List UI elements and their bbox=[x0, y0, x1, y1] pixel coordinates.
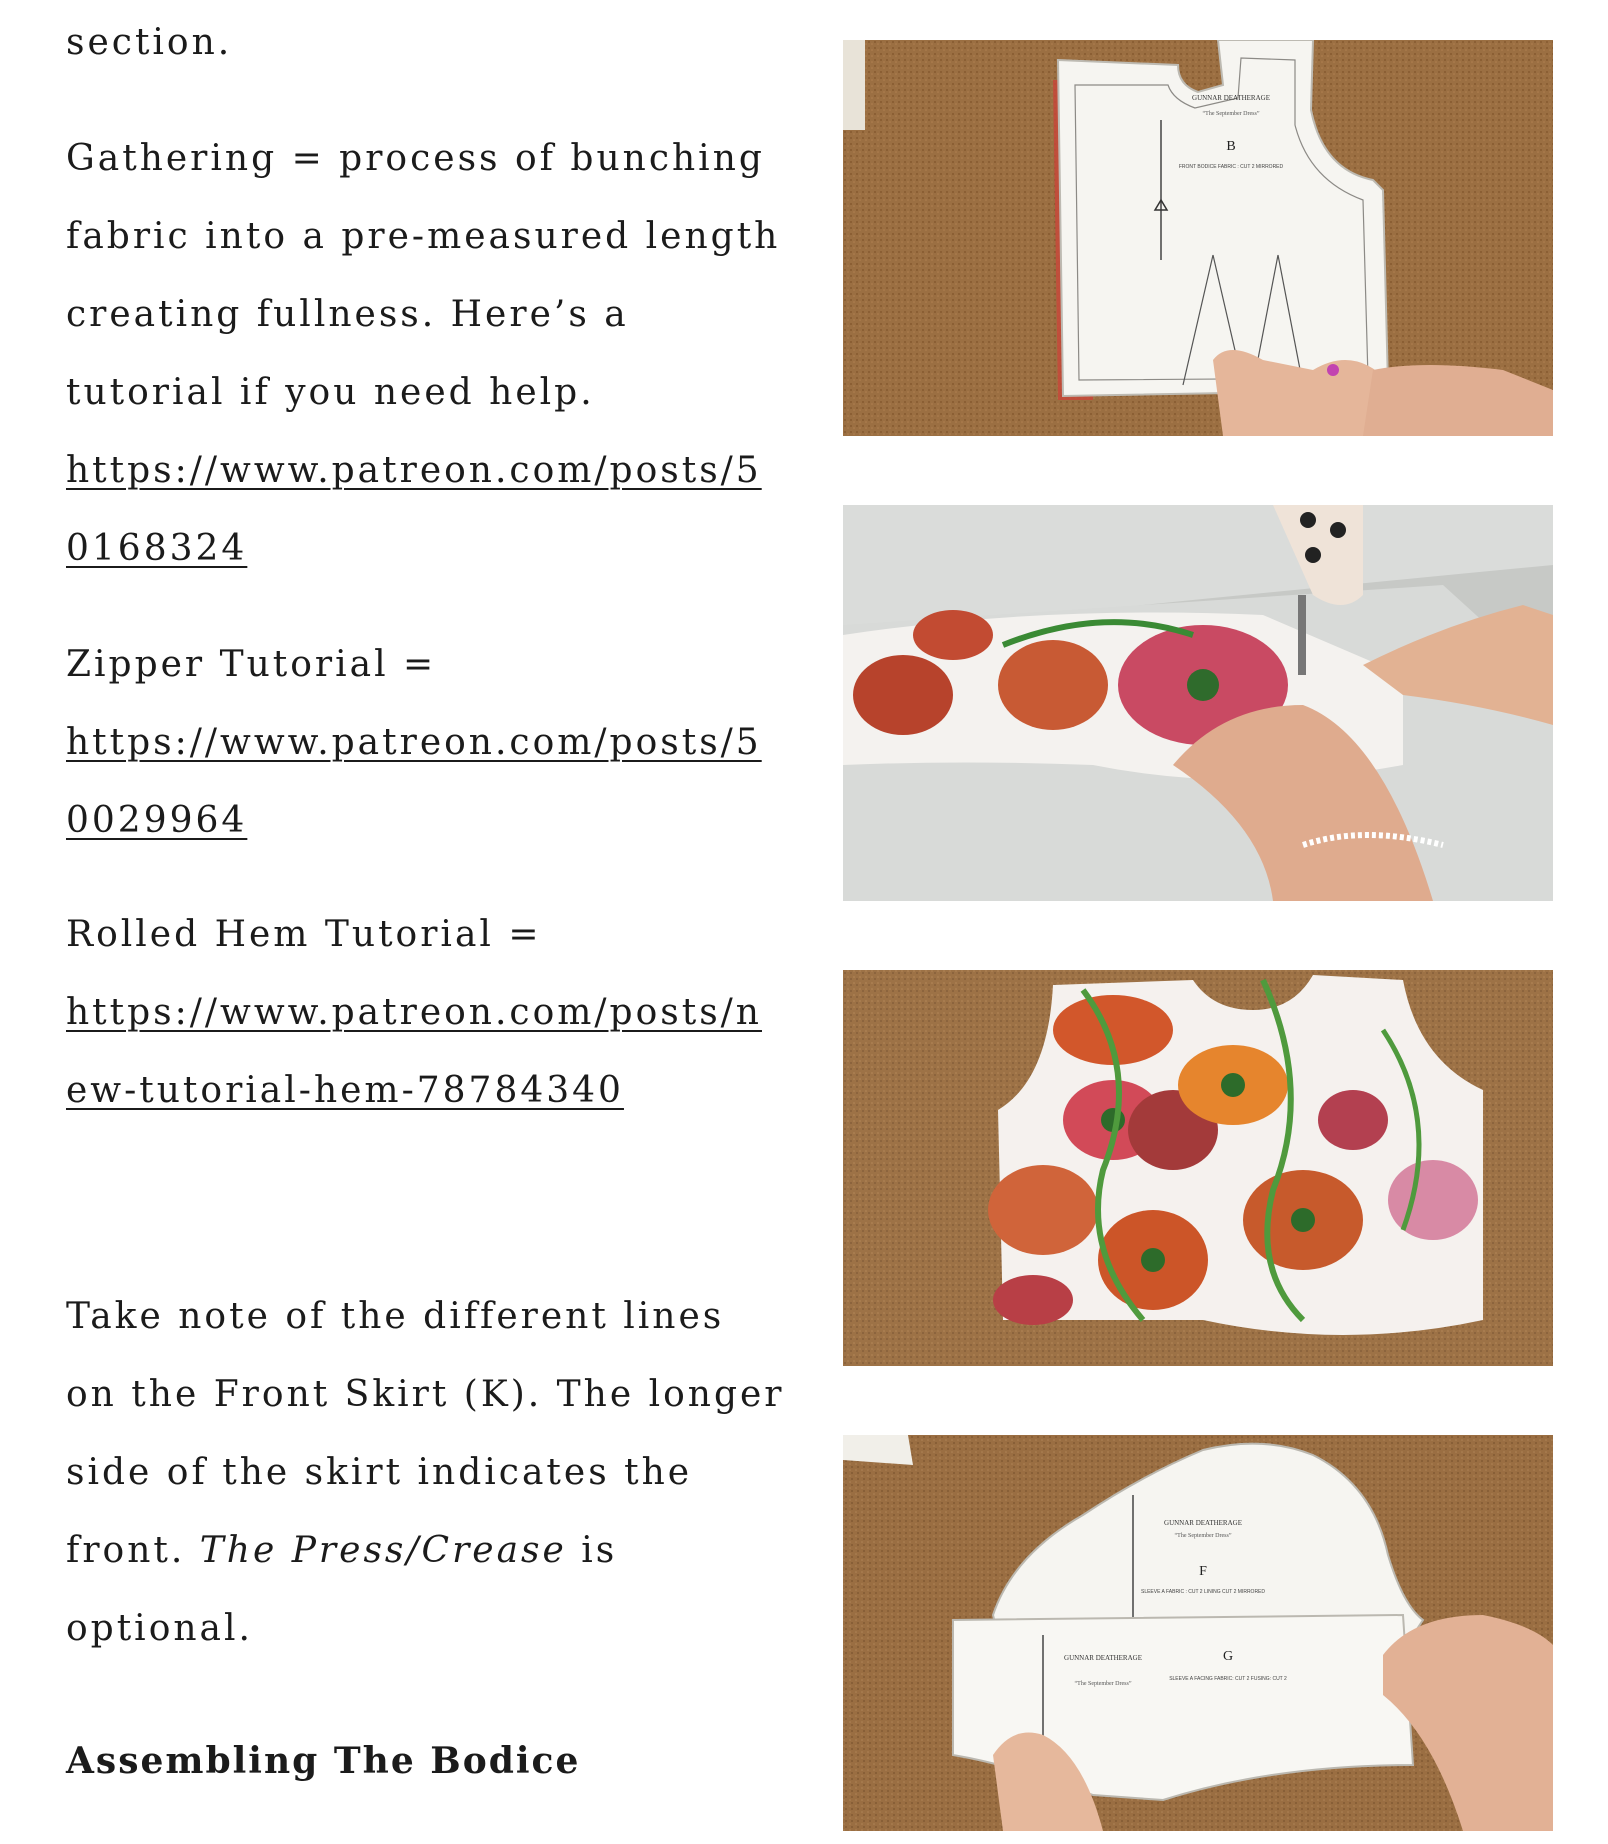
section-tail: section. bbox=[66, 22, 233, 63]
zipper-label: Zipper Tutorial = bbox=[66, 644, 437, 685]
sewing-illustration bbox=[843, 505, 1553, 901]
photo-sewing-fabric bbox=[843, 505, 1553, 901]
pattern-fg-illustration bbox=[843, 1435, 1553, 1831]
press-crease-italic: The Press/Crease bbox=[199, 1530, 567, 1571]
rolled-hem-paragraph bbox=[66, 896, 786, 1130]
photo-pattern-front-bodice bbox=[843, 40, 1553, 436]
pattern-brand-f: GUNNAR DEATHERAGE bbox=[1164, 1519, 1242, 1527]
rolled-hem-label: Rolled Hem Tutorial = bbox=[66, 914, 542, 955]
pattern-subtitle-g: “The September Dress” bbox=[1074, 1681, 1132, 1687]
pattern-subtitle-f: “The September Dress” bbox=[1174, 1533, 1232, 1539]
gathering-tutorial-link[interactable]: https://www.patreon.com/posts/50168324 bbox=[66, 450, 762, 569]
front-skirt-note bbox=[66, 1278, 786, 1668]
zipper-tutorial-link[interactable]: https://www.patreon.com/posts/50029964 bbox=[66, 722, 762, 841]
photo-assembled-bodice bbox=[843, 970, 1553, 1366]
gathering-text: Gathering = process of bunching fabric into a pre-measured length creating fullness. Here’s a tutorial if you need help. bbox=[66, 138, 781, 413]
pattern-brand-g: GUNNAR DEATHERAGE bbox=[1064, 1654, 1142, 1662]
front-skirt-text: Take note of the different lines on the Front Skirt (K). The longer side of the skirt indicates the front. bbox=[66, 1296, 785, 1571]
pattern-brand: GUNNAR DEATHERAGE bbox=[1192, 94, 1270, 102]
section-heading: Assembling The Bodice bbox=[66, 1740, 581, 1782]
pattern-piece-b: FRONT BODICE FABRIC : CUT 2 MIRRORED bbox=[1178, 164, 1284, 170]
pattern-piece-g: SLEEVE A FACING FABRIC: CUT 2 FUSING: CUT 2 bbox=[1169, 1676, 1287, 1682]
pattern-letter-g: G bbox=[1222, 1649, 1234, 1664]
pattern-piece-f: SLEEVE A FABRIC : CUT 2 LINING CUT 2 MIRRORED bbox=[1140, 1589, 1266, 1595]
pattern-letter-b: B bbox=[1226, 139, 1236, 154]
pattern-subtitle: “The September Dress” bbox=[1202, 111, 1260, 117]
rolled-hem-tutorial-link[interactable]: https://www.patreon.com/posts/new-tutorial-hem-78784340 bbox=[66, 992, 762, 1111]
zipper-paragraph bbox=[66, 626, 786, 860]
gathering-paragraph bbox=[66, 120, 786, 588]
pattern-letter-f: F bbox=[1199, 1564, 1207, 1579]
bodice-illustration bbox=[843, 970, 1553, 1366]
photo-sleeve-pattern bbox=[843, 1435, 1553, 1831]
pattern-b-illustration bbox=[843, 40, 1553, 436]
front-skirt-tail: is optional. bbox=[66, 1530, 618, 1649]
